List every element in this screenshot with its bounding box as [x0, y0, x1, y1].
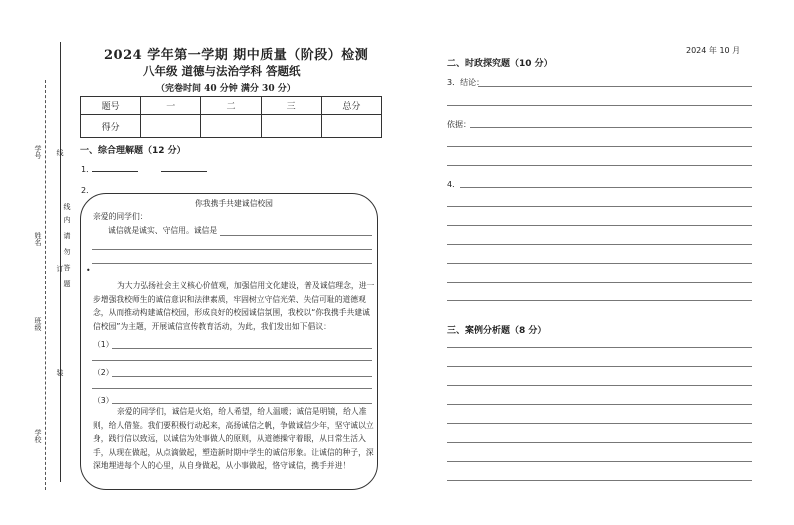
answer-line[interactable]: [447, 146, 752, 147]
letter-paragraph-1: 为大力弘扬社会主义核心价值观，加强信用文化建设，普及诚信理念，进一步增强我校师生的诚信意识和法律素质，牢固树立守信光荣、失信可耻的道德观念，从而推动构建诚信校园，形成良好的校园诚信氛围，我校以“你我携手共建诚信校园”为主题，开展诚信宣传教育活动，为此，我们发出如下倡议：: [93, 281, 375, 331]
answer-line[interactable]: [447, 263, 752, 264]
question-1-label: 1．: [81, 165, 95, 174]
letter-item-1: （1）: [93, 340, 114, 349]
answer-line[interactable]: [460, 187, 752, 188]
answer-line[interactable]: [447, 165, 752, 166]
basis-label: 依据：: [447, 120, 471, 129]
answer-line[interactable]: [447, 385, 752, 386]
line-mark: 线: [56, 149, 64, 157]
answer-line[interactable]: [447, 244, 752, 245]
letter-answer-line[interactable]: [92, 360, 372, 361]
section1-title: 一、综合理解题（12 分）: [80, 146, 186, 156]
question-2-label: 2．: [81, 186, 95, 195]
score-table-score-row: [81, 115, 382, 138]
score-cell[interactable]: [201, 115, 261, 138]
answer-line[interactable]: [447, 461, 752, 462]
answer-line[interactable]: [470, 127, 752, 128]
warning-char: 线: [63, 203, 71, 211]
q1-answer-blank[interactable]: [161, 171, 207, 172]
answer-line[interactable]: [447, 404, 752, 405]
letter-item-3: （3）: [93, 396, 114, 405]
letter-answer-line[interactable]: [112, 348, 372, 349]
warning-char: 题: [63, 280, 71, 288]
section2-title: 二、时政探究题（10 分）: [447, 59, 553, 69]
question-4-label: 4．: [447, 180, 461, 189]
class-label: 班级: [34, 317, 42, 332]
answer-line[interactable]: [447, 206, 752, 207]
letter-paragraph-2: 亲爱的同学们，诚信是火焰，给人希望，给人温暖；诚信是明镜，给人准则，给人借鉴。我们要积极行动起来，高扬诚信之帆，争做诚信少年，坚守诚以立身，践行信以致远，以诚信为处事做人的原则，从道德操守着眼，从日常生活入手，从现在做起，从点滴做起，塑造新时期中学生的诚信形象。让诚信的种子，深深地埋进每个人的心里，从自身做起，从小事做起，恪守诚信，携手并进！: [93, 407, 374, 470]
exam-title: 2024 学年第一学期 期中质量（阶段）检测: [104, 48, 369, 63]
answer-line[interactable]: [447, 225, 752, 226]
answer-line[interactable]: [447, 366, 752, 367]
question-3-label: 3．结论：: [447, 78, 485, 87]
score-row-label: 得分: [81, 115, 141, 138]
section3-title: 三、案例分析题（8 分）: [447, 326, 547, 336]
warning-char: 内: [63, 216, 71, 224]
letter-answer-line[interactable]: [220, 235, 372, 236]
student-id-label: 学号: [34, 145, 42, 160]
score-table-header: 三: [261, 97, 321, 115]
warning-char: 请: [63, 232, 71, 240]
order-mark: 订: [56, 265, 64, 273]
letter-answer-line[interactable]: [92, 388, 372, 389]
answer-line[interactable]: [447, 442, 752, 443]
answer-line[interactable]: [447, 105, 752, 106]
warning-char: 勿: [63, 248, 71, 256]
score-cell[interactable]: [261, 115, 321, 138]
score-table-header: 二: [201, 97, 261, 115]
answer-line[interactable]: [447, 480, 752, 481]
answer-line[interactable]: [447, 300, 752, 301]
answer-line[interactable]: [447, 423, 752, 424]
letter-line1: 诚信就是诚实、守信用。诚信是: [108, 226, 218, 235]
warning-char: 答: [63, 264, 71, 272]
answer-line[interactable]: [478, 86, 752, 87]
answer-line[interactable]: [447, 347, 752, 348]
letter-answer-line[interactable]: [112, 403, 372, 404]
letter-greeting: 亲爱的同学们：: [93, 212, 148, 221]
name-label: 姓名: [34, 232, 42, 247]
letter-item-2: （2）: [93, 368, 114, 377]
school-label: 学校: [34, 429, 42, 444]
exam-subtitle: 八年级 道德与法治学科 答题纸: [143, 64, 301, 78]
exam-note: （完卷时间 40 分钟 满分 30 分）: [156, 84, 296, 94]
score-table: [80, 96, 382, 138]
binding-mark: 装: [56, 369, 64, 377]
score-table-header: 总分: [321, 97, 381, 115]
letter-answer-line[interactable]: [92, 263, 372, 264]
letter-answer-line[interactable]: [92, 249, 372, 250]
score-cell[interactable]: [321, 115, 381, 138]
letter-bullet: •: [86, 266, 91, 275]
letter-answer-line[interactable]: [112, 376, 372, 377]
score-table-header: 题号: [81, 97, 141, 115]
q1-answer-blank[interactable]: [92, 171, 138, 172]
answer-line[interactable]: [447, 282, 752, 283]
score-cell[interactable]: [141, 115, 201, 138]
letter-title: 你我携手共建诚信校园: [195, 199, 273, 208]
exam-date: 2024 年 10 月: [686, 46, 741, 55]
score-table-header-row: [81, 97, 382, 115]
score-table-header: 一: [141, 97, 201, 115]
binding-solid-line: [60, 42, 61, 482]
binding-dashed-line: [45, 80, 46, 490]
